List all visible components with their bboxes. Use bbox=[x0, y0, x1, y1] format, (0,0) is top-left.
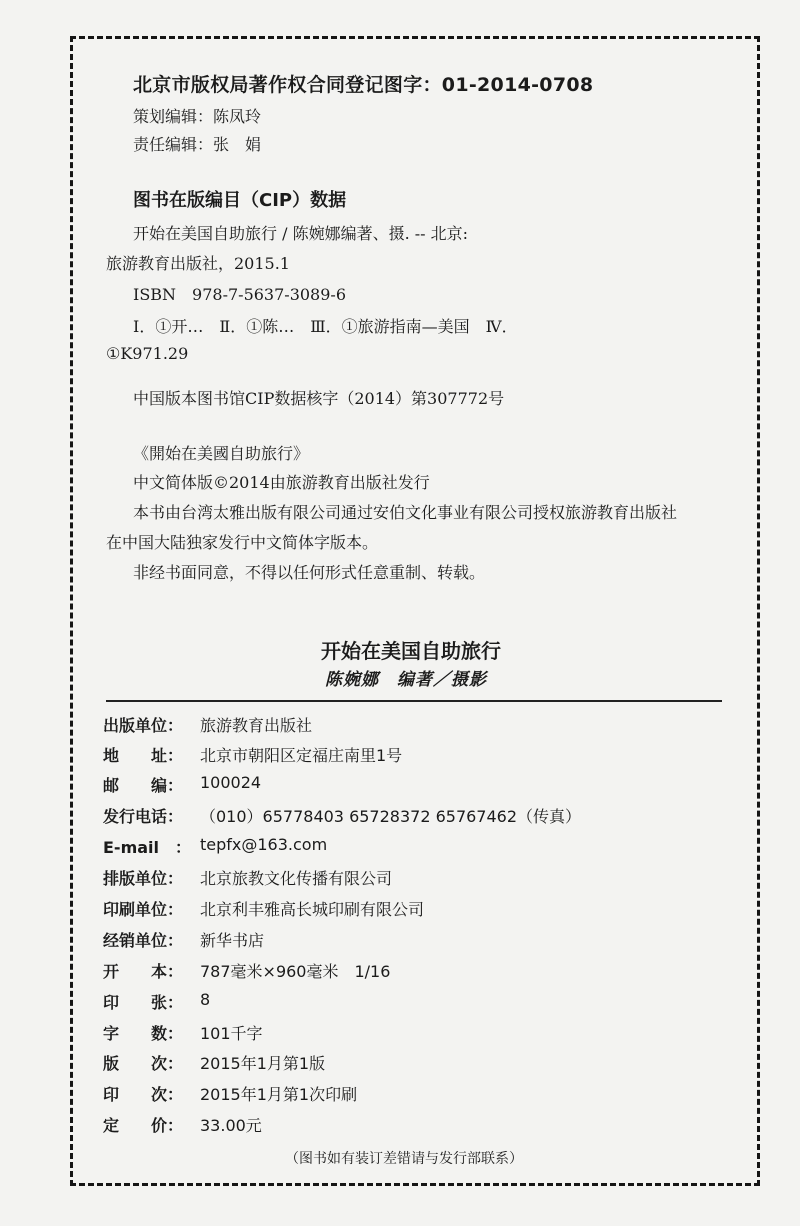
book-title: 开始在美国自助旅行 bbox=[321, 639, 501, 663]
info-value-publisher: 旅游教育出版社 bbox=[200, 716, 313, 735]
info-value-format: 787毫米×960毫米 1/16 bbox=[200, 962, 391, 981]
book-author: 陈婉娜 编著／摄影 bbox=[325, 670, 487, 690]
info-value-impression: 2015年1月第1次印刷 bbox=[200, 1085, 358, 1104]
binding-error-notice: （图书如有装订差错请与发行部联系） bbox=[285, 1151, 523, 1167]
copyright-registration: 北京市版权局著作权合同登记图字：01-2014-0708 bbox=[133, 74, 594, 96]
info-label-postcode: 邮 编： bbox=[103, 776, 184, 795]
cip-line-classification: Ⅰ．①开… Ⅱ．①陈… Ⅲ．①旅游指南—美国 Ⅳ． bbox=[133, 317, 518, 336]
info-value-word-count: 101千字 bbox=[200, 1024, 263, 1043]
notice-license: 本书由台湾太雅出版有限公司通过安伯文化事业有限公司授权旅游教育出版社 bbox=[133, 503, 678, 522]
info-value-sheets: 8 bbox=[200, 990, 211, 1009]
cip-line-title-author: 开始在美国自助旅行 / 陈婉娜编著、摄. -- 北京: bbox=[133, 224, 469, 243]
info-label-sheets: 印 张： bbox=[103, 993, 184, 1012]
info-value-printing: 北京利丰雅高长城印刷有限公司 bbox=[200, 900, 425, 919]
info-value-postcode: 100024 bbox=[200, 773, 262, 792]
cip-verification: 中国版本图书馆CIP数据核字（2014）第307772号 bbox=[133, 389, 505, 408]
cip-line-publisher: 旅游教育出版社，2015.1 bbox=[106, 254, 290, 273]
notice-license-cont: 在中国大陆独家发行中文简体字版本。 bbox=[106, 533, 379, 552]
info-label-email: E-mail ： bbox=[103, 838, 192, 857]
info-value-distributor: 新华书店 bbox=[200, 931, 265, 950]
cip-line-call-number: ①K971.29 bbox=[106, 344, 189, 363]
responsible-editor: 责任编辑：张 娟 bbox=[133, 135, 262, 154]
info-label-address: 地 址： bbox=[103, 746, 184, 765]
info-label-distributor: 经销单位： bbox=[103, 931, 184, 950]
info-label-edition: 版 次： bbox=[103, 1054, 184, 1073]
info-value-phone: （010）65778403 65728372 65767462（传真） bbox=[200, 807, 582, 826]
planning-editor: 策划编辑：陈凤玲 bbox=[133, 107, 262, 126]
info-label-publisher: 出版单位： bbox=[103, 716, 184, 735]
info-value-edition: 2015年1月第1版 bbox=[200, 1054, 326, 1073]
info-value-typesetting: 北京旅教文化传播有限公司 bbox=[200, 869, 393, 888]
info-label-phone: 发行电话： bbox=[103, 807, 184, 826]
info-label-format: 开 本： bbox=[103, 962, 184, 981]
notice-simplified-edition: 中文简体版©2014由旅游教育出版社发行 bbox=[133, 473, 430, 492]
notice-original-title: 《開始在美國自助旅行》 bbox=[133, 444, 310, 463]
info-value-price: 33.00元 bbox=[200, 1116, 262, 1135]
info-label-typesetting: 排版单位： bbox=[103, 869, 184, 888]
info-value-address: 北京市朝阳区定福庄南里1号 bbox=[200, 746, 403, 765]
divider-line bbox=[106, 700, 722, 702]
info-label-impression: 印 次： bbox=[103, 1085, 184, 1104]
info-label-price: 定 价： bbox=[103, 1116, 184, 1135]
cip-line-isbn: ISBN 978-7-5637-3089-6 bbox=[133, 285, 347, 304]
info-label-printing: 印刷单位： bbox=[103, 900, 184, 919]
notice-reproduction: 非经书面同意，不得以任何形式任意重制、转载。 bbox=[133, 563, 486, 582]
info-label-word-count: 字 数： bbox=[103, 1024, 184, 1043]
cip-title: 图书在版编目（CIP）数据 bbox=[133, 190, 347, 211]
info-value-email: tepfx@163.com bbox=[200, 835, 328, 854]
